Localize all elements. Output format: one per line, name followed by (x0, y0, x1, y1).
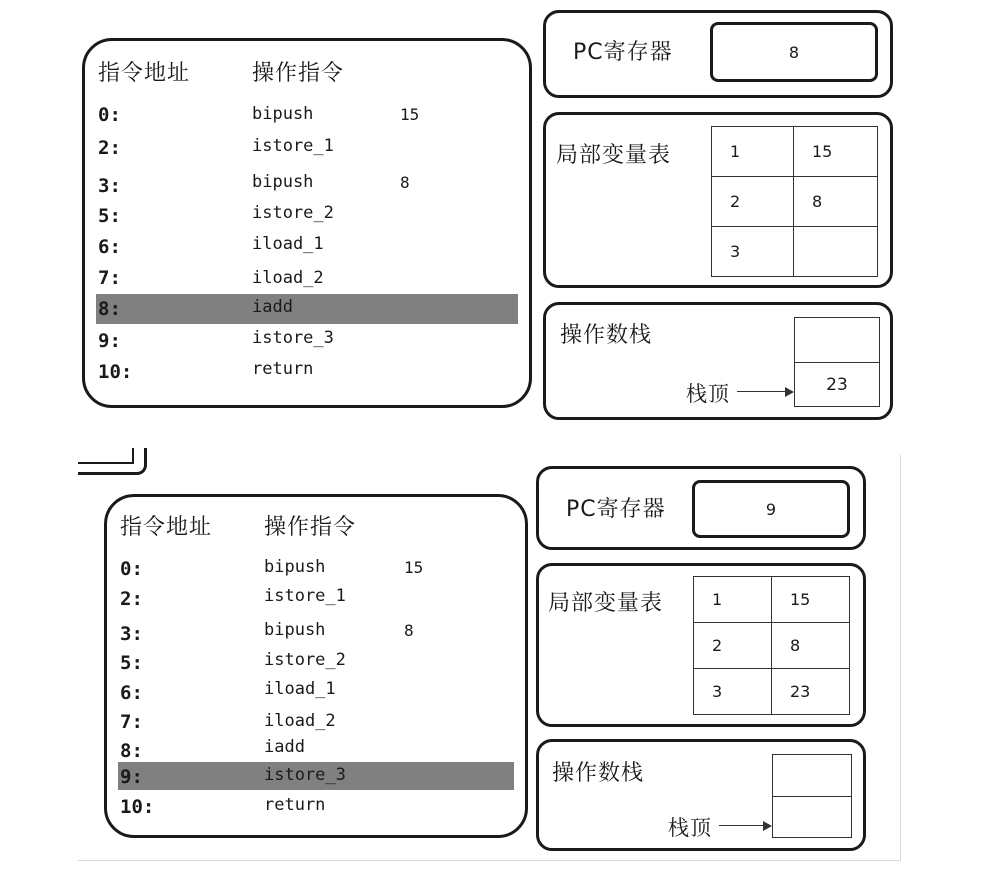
stack-top-arrow-head (763, 821, 772, 831)
instruction-opcode: iload_2 (264, 711, 336, 731)
instruction-address: 7: (120, 711, 143, 733)
instruction-address: 2: (98, 137, 121, 159)
column-header-instruction: 操作指令 (264, 515, 357, 540)
slot-value: 8 (794, 177, 878, 227)
instruction-address: 9: (120, 766, 143, 788)
stack-top-arrow-head (785, 387, 794, 397)
instruction-address: 0: (98, 104, 121, 126)
local-variable-table-label: 局部变量表 (548, 591, 664, 616)
instruction-operand: 15 (404, 558, 424, 577)
slot-index: 2 (694, 623, 772, 669)
slot-index: 1 (694, 577, 772, 623)
instruction-opcode: istore_1 (252, 136, 334, 156)
instruction-address: 8: (120, 740, 143, 762)
operand-stack (794, 317, 880, 407)
stack-top-label: 栈顶 (668, 816, 712, 840)
slot-index: 3 (712, 227, 794, 277)
instruction-opcode: iload_2 (252, 268, 324, 288)
instruction-address: 6: (120, 682, 143, 704)
local-variable-row (694, 623, 850, 669)
slot-value: 23 (772, 669, 850, 715)
slot-value (794, 227, 878, 277)
column-header-address: 指令地址 (120, 515, 213, 540)
instruction-opcode: istore_3 (252, 328, 334, 348)
pc-register-value: 8 (710, 22, 878, 82)
local-variable-row (694, 577, 850, 623)
instruction-opcode: iload_1 (264, 679, 336, 699)
stack-slot-top: 23 (826, 375, 848, 395)
slot-value: 15 (772, 577, 850, 623)
local-variable-row (712, 227, 878, 277)
slot-value: 15 (794, 127, 878, 177)
slot-index: 1 (712, 127, 794, 177)
local-variable-row (694, 669, 850, 715)
instruction-opcode: bipush (264, 620, 326, 640)
local-variable-table (693, 576, 850, 715)
instruction-address: 9: (98, 330, 121, 352)
instruction-opcode: return (264, 795, 326, 815)
slot-index: 3 (694, 669, 772, 715)
instruction-address: 2: (120, 588, 143, 610)
stack-slot (795, 318, 879, 363)
instruction-opcode: iload_1 (252, 234, 324, 254)
pc-register-label: PC寄存器 (566, 497, 666, 522)
instruction-address: 8: (98, 298, 121, 320)
instruction-opcode: istore_2 (252, 203, 334, 223)
pc-register-label: PC寄存器 (573, 40, 673, 65)
instruction-address: 0: (120, 558, 143, 580)
instruction-opcode: bipush (252, 104, 314, 124)
operand-stack-label: 操作数栈 (552, 761, 645, 786)
current-instruction-highlight (96, 294, 518, 324)
instruction-address: 10: (120, 796, 155, 818)
instruction-opcode: return (252, 359, 314, 379)
pc-register-value: 9 (692, 480, 850, 538)
instruction-opcode: bipush (252, 172, 314, 192)
instruction-listing-box (82, 38, 532, 408)
instruction-opcode: bipush (264, 557, 326, 577)
instruction-address: 5: (120, 652, 143, 674)
instruction-opcode: iadd (252, 297, 293, 317)
instruction-operand: 8 (404, 621, 414, 640)
instruction-operand: 8 (400, 173, 410, 192)
instruction-operand: 15 (400, 105, 420, 124)
instruction-opcode: istore_1 (264, 586, 346, 606)
stack-top-arrow (737, 391, 785, 392)
local-variable-table (711, 126, 878, 277)
instruction-address: 3: (98, 175, 121, 197)
instruction-address: 3: (120, 623, 143, 645)
stack-top-arrow (719, 825, 763, 826)
stack-slot-top (773, 797, 851, 838)
stack-top-label: 栈顶 (686, 382, 730, 406)
local-variable-table-label: 局部变量表 (556, 143, 672, 168)
instruction-address: 10: (98, 361, 133, 383)
instruction-opcode: iadd (264, 737, 305, 757)
slot-value: 8 (772, 623, 850, 669)
instruction-opcode: istore_3 (264, 765, 346, 785)
column-header-address: 指令地址 (98, 61, 191, 86)
instruction-address: 7: (98, 267, 121, 289)
instruction-address: 6: (98, 236, 121, 258)
local-variable-row (712, 127, 878, 177)
operand-stack-label: 操作数栈 (560, 323, 653, 348)
instruction-opcode: istore_2 (264, 650, 346, 670)
slot-index: 2 (712, 177, 794, 227)
instruction-address: 5: (98, 205, 121, 227)
stack-slot (773, 755, 851, 797)
local-variable-row (712, 177, 878, 227)
column-header-instruction: 操作指令 (252, 61, 345, 86)
operand-stack (772, 754, 852, 838)
